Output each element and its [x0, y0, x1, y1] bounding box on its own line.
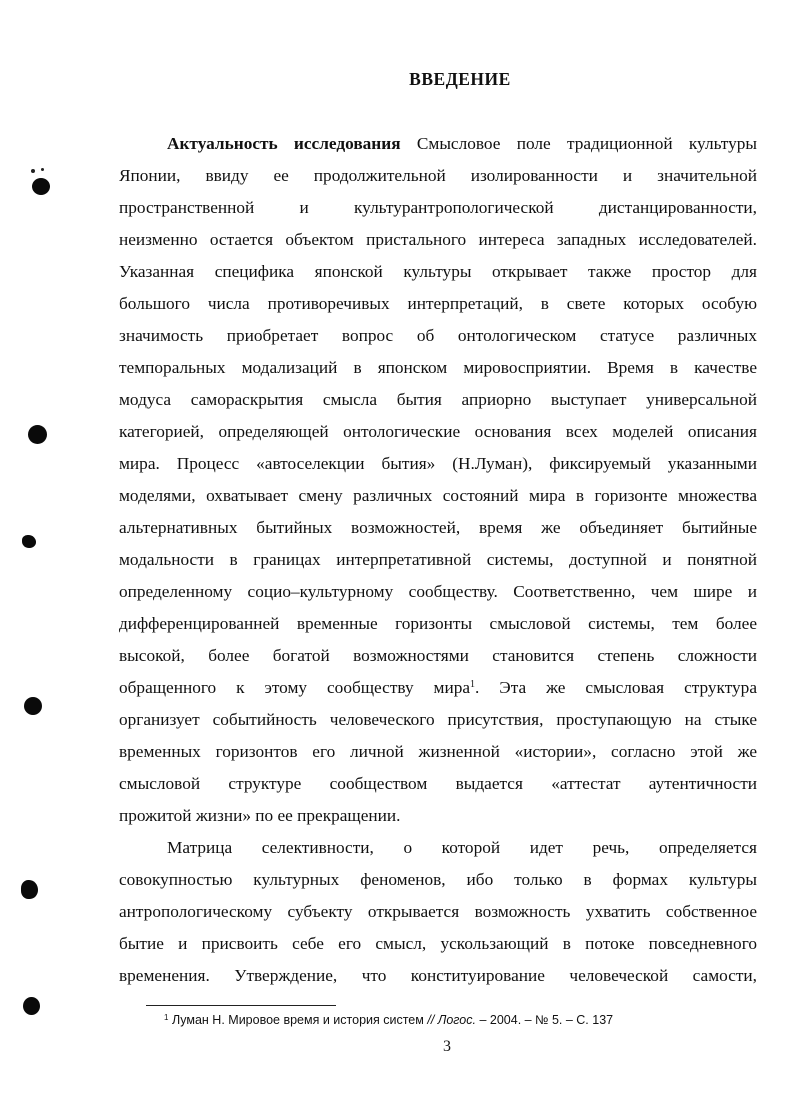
text-line: высокой, более богатой возможностями становится степень сложности	[119, 646, 757, 665]
text-line: пространственной и культурантропологической дистанцированности,	[119, 198, 757, 217]
text-line: смысловой структуре сообществом выдается «аттестат аутентичности	[119, 774, 757, 793]
text-line	[167, 128, 757, 160]
text-line: модальности в границах интерпретативной системы, доступной и понятной	[119, 550, 757, 569]
footnote-divider	[146, 1005, 336, 1006]
footnote-source: Луман Н. Мировое время и история систем	[171, 1013, 424, 1027]
text-line: неизменно остается объектом пристального интереса западных исследователей.	[119, 230, 757, 249]
punch-hole-mark	[23, 997, 40, 1015]
text-line: бытие и присвоить себе его смысл, ускользающий в потоке повседневного	[119, 934, 757, 953]
text-line	[119, 672, 757, 704]
footnote-ref[interactable]: 1	[470, 679, 476, 690]
text-line: Указанная специфика японской культуры открывает также простор для	[119, 262, 757, 281]
text-line-pre: обращенного к этому сообществу мира	[119, 678, 471, 697]
text-line: значимость приобретает вопрос об онтологическом статусе различных	[119, 326, 757, 345]
punch-hole-mark	[21, 880, 38, 899]
text-line-rest: Смысловое поле традиционной культуры	[416, 134, 758, 153]
footnote-number: 1	[164, 1013, 169, 1022]
text-line: моделями, охватывает смену различных состояний мира в горизонте множества	[119, 486, 757, 505]
text-line: временения. Утверждение, что конституирование человеческой самости,	[119, 966, 757, 985]
text-line: совокупностью культурных феноменов, ибо только в формах культуры	[119, 870, 757, 889]
section-lead: Актуальность исследования	[167, 134, 401, 153]
text-line: большого числа противоречивых интерпретаций, в свете которых особую	[119, 294, 757, 313]
footnote-journal: // Логос.	[427, 1013, 476, 1027]
text-line: Матрица селективности, о которой идет речь, определяется	[167, 838, 757, 857]
text-line: антропологическому субъекту открывается возможность ухватить собственное	[119, 902, 757, 921]
page-number: 3	[443, 1038, 451, 1055]
text-line: временных горизонтов его личной жизненной «истории», согласно этой же	[119, 742, 757, 761]
text-line: прожитой жизни» по ее прекращении.	[119, 806, 401, 825]
punch-hole-mark	[24, 697, 42, 715]
scan-speck	[31, 169, 35, 173]
text-line: темпоральных модализаций в японском мировосприятии. Время в качестве	[119, 358, 757, 377]
footnote-details: – 2004. – № 5. – С. 137	[479, 1013, 614, 1027]
text-line: модуса самораскрытия смысла бытия априорно выступает универсальной	[119, 390, 757, 409]
punch-hole-mark	[28, 425, 47, 444]
footnote	[164, 1013, 613, 1027]
text-line: организует событийность человеческого присутствия, проступающую на стыке	[119, 710, 757, 729]
punch-hole-mark	[32, 178, 50, 195]
text-line: альтернативных бытийных возможностей, время же объединяет бытийные	[119, 518, 757, 537]
text-line: дифференцированней временные горизонты смысловой системы, тем более	[119, 614, 757, 633]
text-line: определенному социо–культурному сообществу. Соответственно, чем шире и	[119, 582, 757, 601]
text-line: Японии, ввиду ее продолжительной изолированности и значительной	[119, 166, 757, 185]
punch-hole-mark	[22, 535, 36, 548]
scan-speck	[41, 168, 44, 171]
page-title: ВВЕДЕНИЕ	[409, 69, 511, 89]
text-line-post: . Эта же смысловая структура	[475, 678, 757, 697]
text-line: мира. Процесс «автоселекции бытия» (Н.Луман), фиксируемый указанными	[119, 454, 757, 473]
text-line: категорией, определяющей онтологические основания всех моделей описания	[119, 422, 757, 441]
